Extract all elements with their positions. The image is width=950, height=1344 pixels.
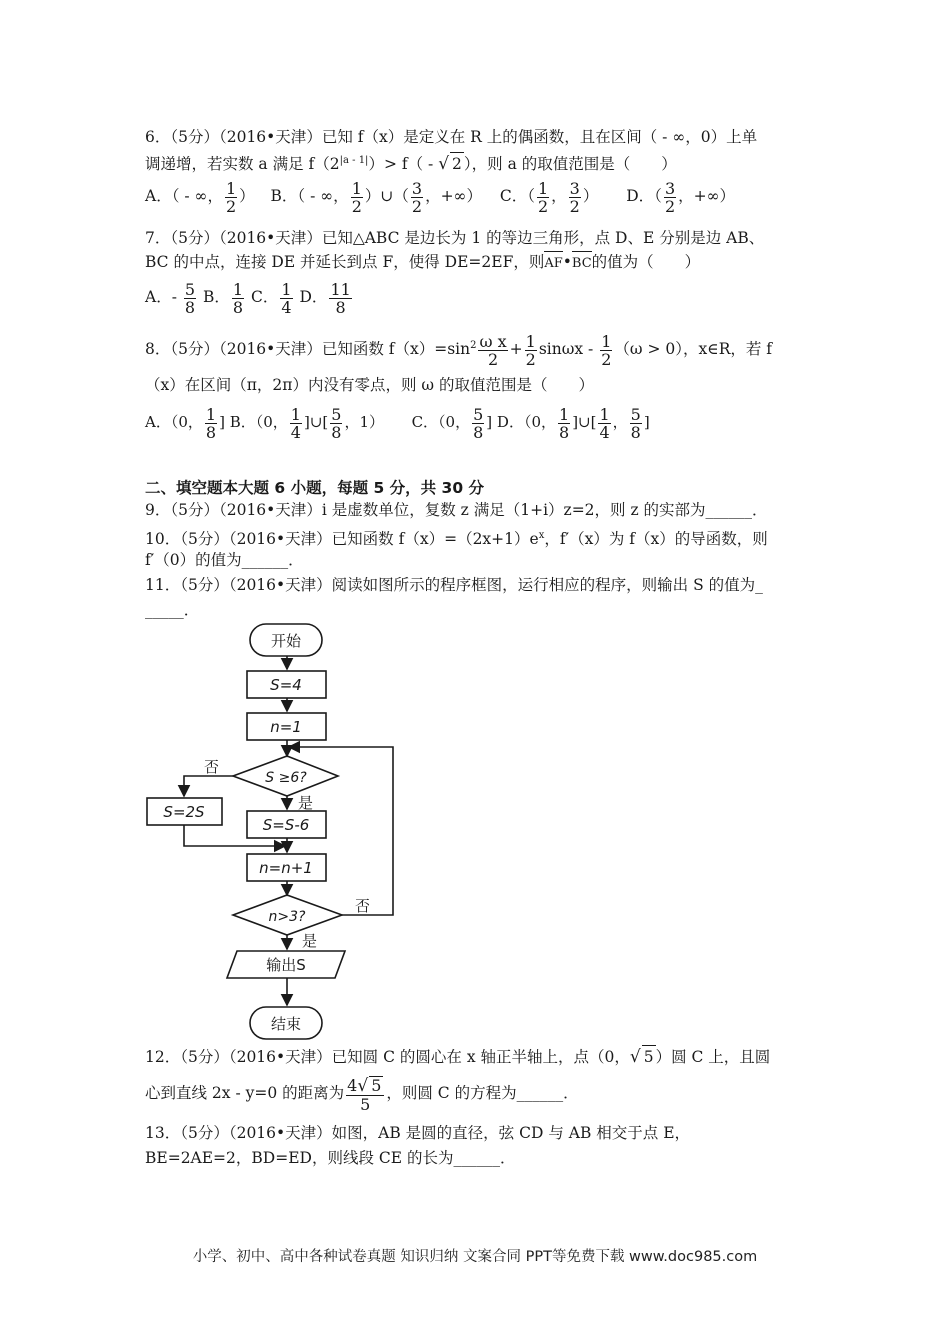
q8-option-c: C．（0， $\frac{5}{8}$ ]	[411, 404, 493, 442]
q7-option-a: A．- $\frac{5}{8}$	[145, 279, 196, 317]
q13-line2: BE=2AE=2，BD=ED，则线段 CE 的长为______．	[145, 1149, 516, 1167]
flow-output-label: 输出S	[266, 956, 306, 974]
q6-option-a: A．（ - ∞， $\frac{1}{2}$ ）	[145, 178, 255, 216]
flow-end-label: 结束	[270, 1015, 302, 1033]
flow-cond2-label: n>3?	[268, 909, 306, 925]
flow-cond1-label: S ≥6?	[265, 770, 307, 786]
q6-radicand: 2	[450, 152, 464, 175]
q7-line1: 7．（5分）（2016•天津）已知△ABC 是边长为 1 的等边三角形，点 D、E 分别是边 AB、	[145, 229, 765, 247]
q13-line1: 13．（5分）（2016•天津）如图，AB 是圆的直径，弦 CD 与 AB 相交于点 E，	[145, 1124, 691, 1142]
flow-no1-label: 否	[204, 758, 220, 776]
q9-line: 9．（5分）（2016•天津）i 是虚数单位，复数 z 满足（1+i）z=2，则 z 的实部为______．	[145, 501, 768, 519]
flow-no2-label: 否	[355, 897, 371, 915]
q6-option-b: B．（ - ∞， $\frac{1}{2}$ ）∪（ $\frac{3}{2}$ ，+∞）	[270, 178, 482, 216]
q6-text: ）> f（ -	[368, 155, 439, 174]
q7-option-c: C． $\frac{1}{4}$	[251, 279, 292, 317]
vector-af: AF	[544, 253, 562, 275]
flow-yes2-label: 是	[302, 932, 318, 950]
q10-line2: f′（0）的值为______．	[145, 551, 304, 569]
q8-option-d: D．（0， $\frac{1}{8}$ ]∪[ $\frac{1}{4}$ ， $\frac{5}{8}$ ]	[496, 404, 650, 442]
q7-option-d: D． $\frac{11}{8}$	[299, 279, 351, 317]
q6-option-c: C．（ $\frac{1}{2}$ ， $\frac{3}{2}$ ）	[499, 178, 599, 216]
q6-text: 调递增，若实数 a 满足 f（2	[145, 155, 340, 174]
q6-exponent: |a - 1|	[339, 155, 369, 166]
flow-s-minus-label: S=S-6	[262, 816, 310, 834]
vector-bc: BC	[572, 253, 592, 275]
q8-option-a: A．（0， $\frac{1}{8}$ ]	[145, 404, 225, 442]
q8-line1: 8．（5分）（2016•天津）已知函数 $f(x)=\sin^2$ $\frac{\text{ω x}}{2}$ + $\frac{1}{2}$ sinωx - $\frac{1}{2}$ （ω > 0），x∈R，若 f	[145, 331, 773, 369]
q8-line2: （x）在区间（π，2π）内没有零点，则 ω 的取值范围是（ ）	[145, 376, 594, 394]
q10-line1: 10．（5分）（2016•天津）已知函数 $f(x)=(2x+1)e^x$，f′（x）为 f（x）的导函数，则	[145, 530, 768, 549]
flow-yes1-label: 是	[298, 794, 314, 812]
q11-line1: 11．（5分）（2016•天津）阅读如图所示的程序框图，运行相应的程序，则输出 S 的值为_	[145, 576, 763, 594]
q8-option-b: B．（0， $\frac{1}{4}$ ]∪[ $\frac{5}{8}$ ，1）	[229, 404, 384, 442]
q11-line2: _____．	[145, 601, 200, 619]
q7-option-b: B． $\frac{1}{8}$	[202, 279, 244, 317]
sqrt-icon: √	[438, 154, 450, 175]
flow-s-double-label: S=2S	[163, 803, 205, 821]
q6-line1: 6．（5分）（2016•天津）已知 f（x）是定义在 R 上的偶函数，且在区间（ - ∞，0）上单	[145, 128, 758, 146]
flow-start-label: 开始	[270, 632, 302, 650]
flow-n-inc-label: n=n+1	[259, 859, 313, 877]
q6-option-d: D．（ $\frac{3}{2}$ ，+∞）	[626, 178, 736, 216]
section-heading: 二、填空题本大题 6 小题，每题 5 分，共 30 分	[145, 479, 485, 497]
sqrt-icon: √	[357, 1075, 369, 1096]
q12-line2: 心到直线 2x - y=0 的距离为 $\frac{4√ 5}{5}$ ，则圆 C 的方程为______．	[145, 1075, 579, 1114]
footer-text: 小学、初中、高中各种试卷真题 知识归纳 文案合同 PPT等免费下载 www.doc985.com	[192, 1249, 758, 1265]
flow-s-init-label: S=4	[270, 676, 302, 694]
q7-line2: BC 的中点，连接 DE 并延长到点 F，使得 DE=2EF，则AF•BC的值为（ ）	[145, 251, 700, 275]
q6-text: ），则 a 的取值范围是（ ）	[463, 155, 677, 174]
flow-n-init-label: n=1	[270, 718, 302, 736]
sqrt-icon: √	[629, 1047, 641, 1067]
q12-line1: 12．（5分）（2016•天津）已知圆 C 的圆心在 x 轴正半轴上，点（0，√ 5 ）圆 C 上，且圆	[145, 1047, 771, 1067]
